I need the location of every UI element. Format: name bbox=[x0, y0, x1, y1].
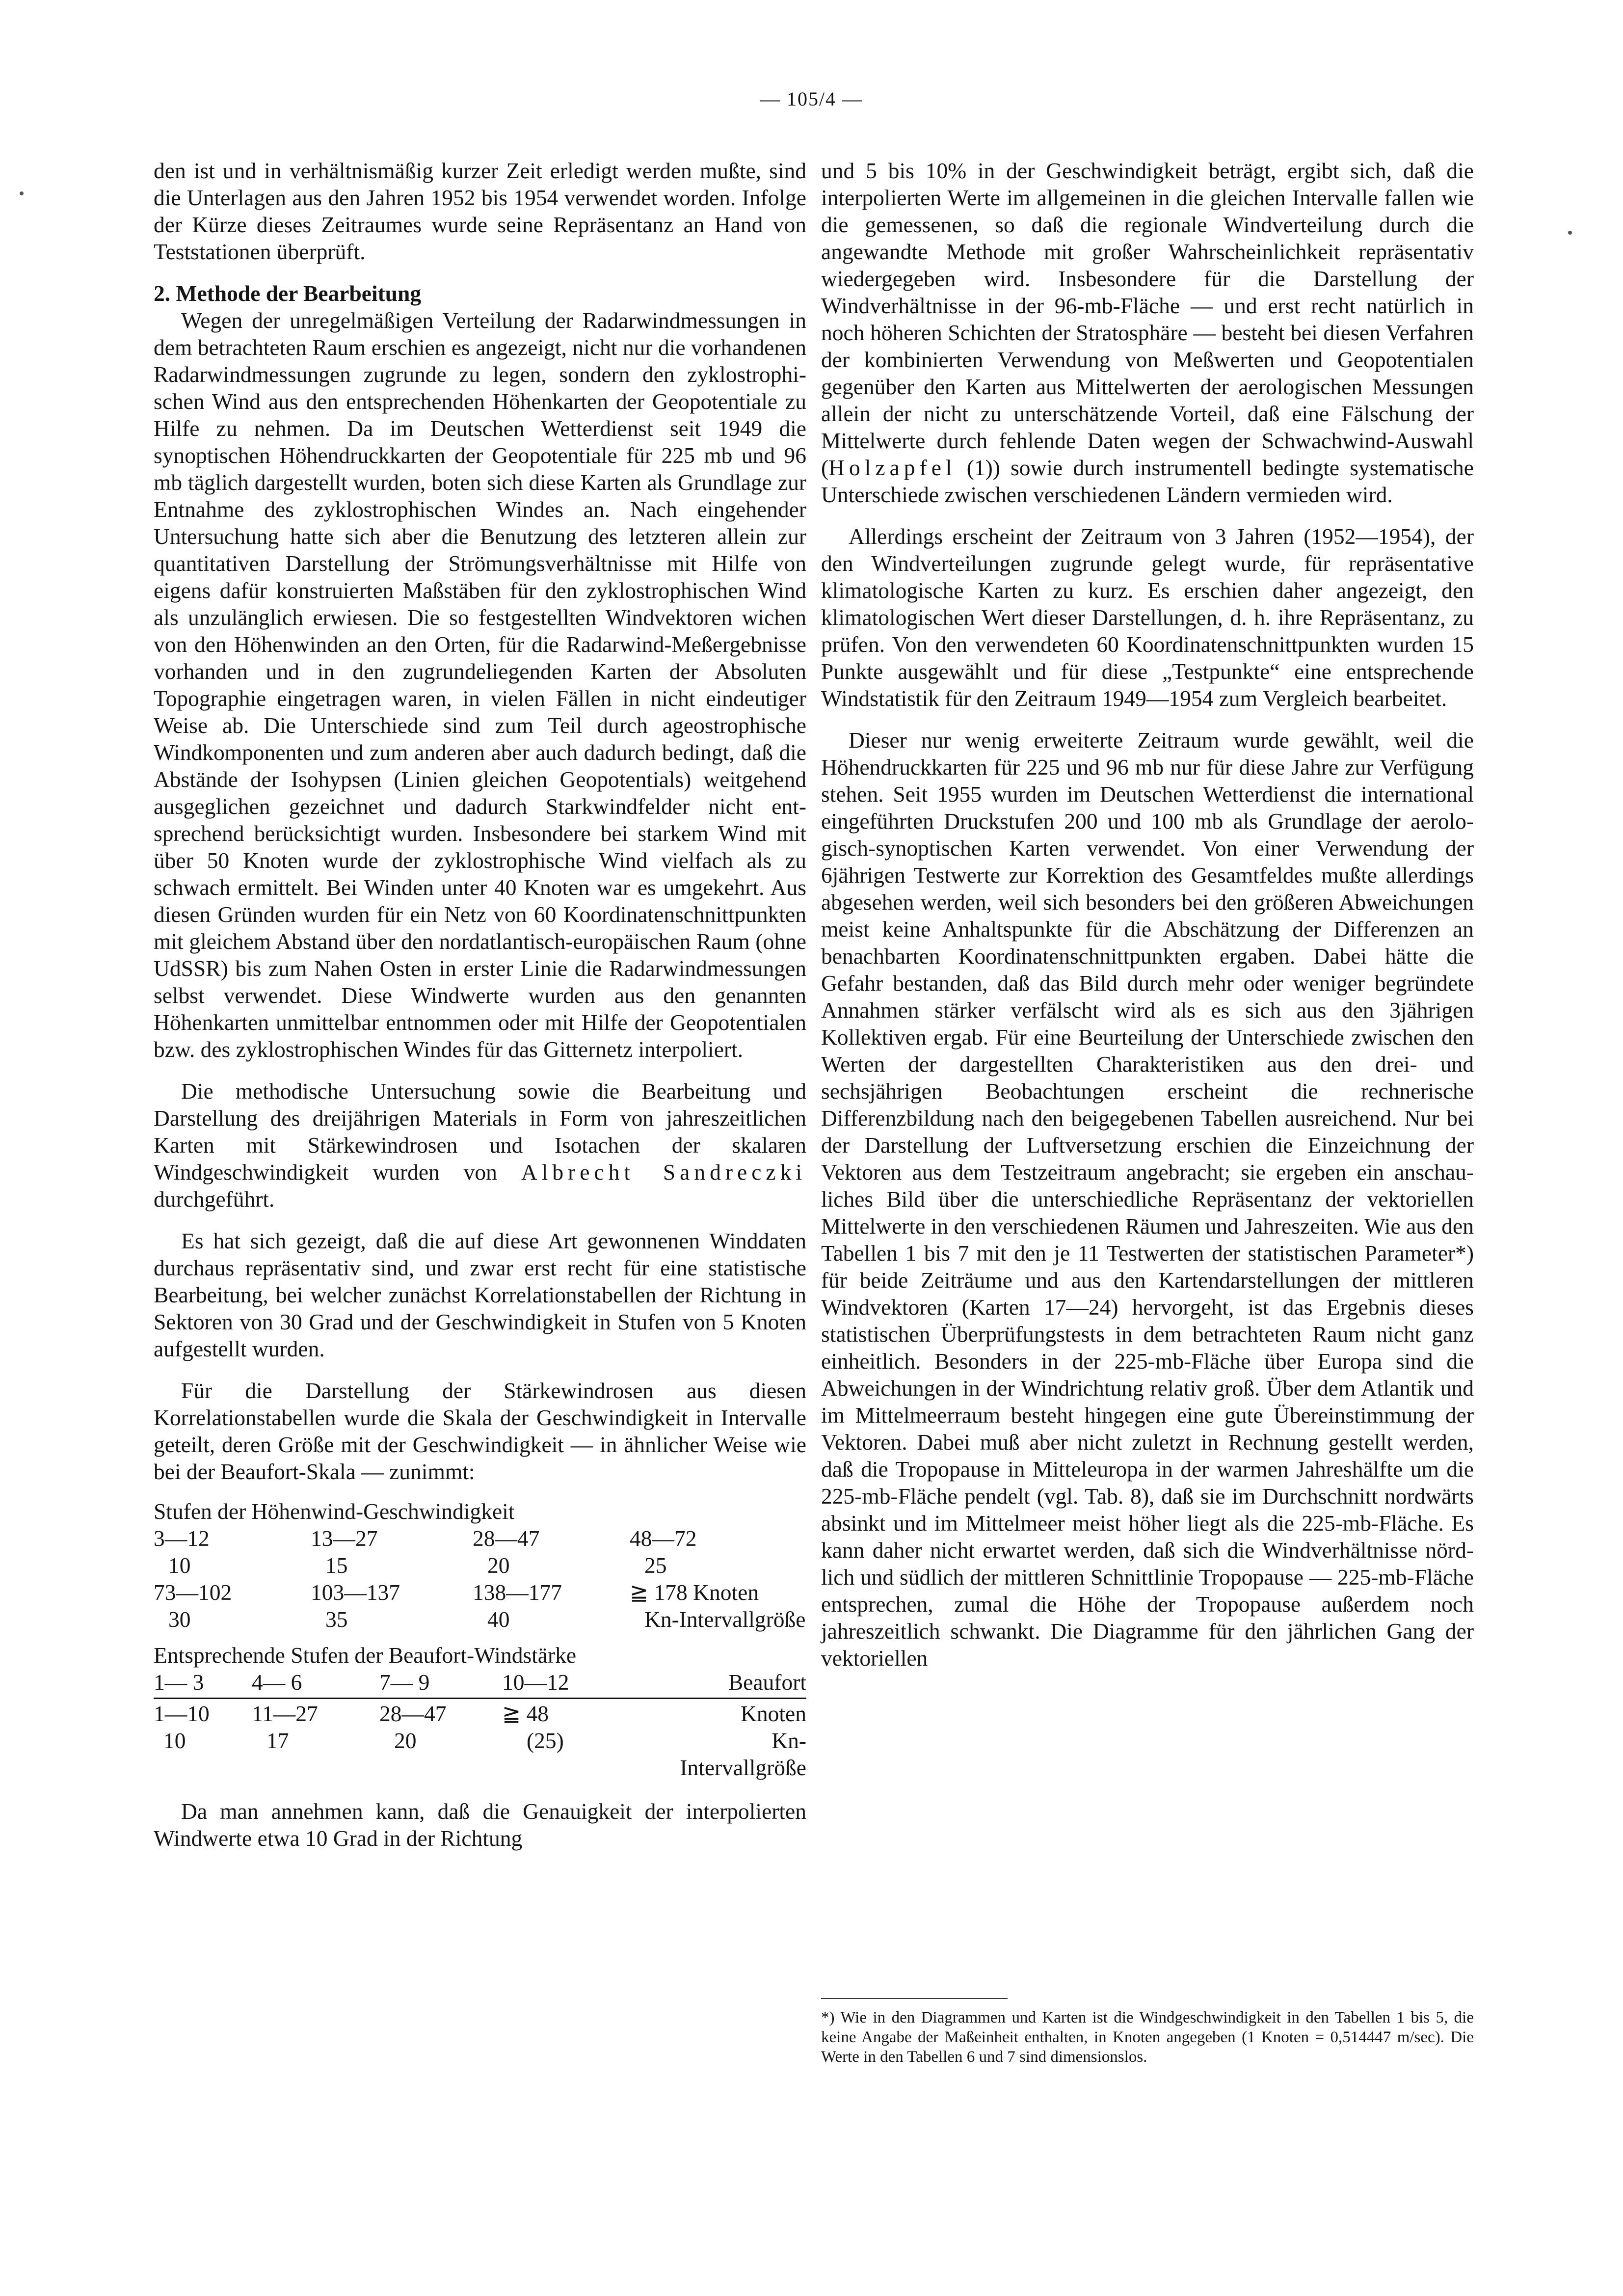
table-cell: 1— 3 bbox=[154, 1670, 204, 1695]
paragraph: Dieser nur wenig erweiterte Zeitraum wurde gewählt, weil die Höhendruckkarten für 225 und 96 mb nur für diese Jahre zur Verfügung stehen. Seit 1955 wurden im Deutschen Wetterdienst die international eingeführten Druckstufen 200 und 100 mb als Grundlage der aerologisch-synoptischen Karten verwendet. Von einer Verwendung der 6jährigen Testwerte zur Korrektion des Gesamtfeldes mußte allerdings abgesehen werden, weil sich besonders bei den größeren Abweichungen meist keine Anhaltspunkte für die Abschätzung der Differenzen an benachbarten Koordinatenschnittpunkten ergaben. Dabei hätte die Gefahr bestanden, daß das Bild durch mehr oder weniger begründete Annahmen stärker verfälscht wird als es sich aus den 3jährigen Kollektiven ergab. Für eine Beurteilung der Unterschiede zwischen den Werten der dargestellten Charakteristiken aus den drei- und sechsjährigen Beobachtungen erscheint die rechnerische Differenzbildung nach den beigegebenen Tabellen ausreichend. Nur bei der Darstellung der Luftversetzung erschien die Einzeichnung der Vektoren aus dem Testzeitraum angebracht; sie ergeben ein anschauliches Bild über die unterschiedliche Repräsentanz der vektoriellen Mittelwerte in den verschiedenen Räumen und Jahreszeiten. Wie aus den Tabellen 1 bis 7 mit den je 11 Testwerten der statistischen Parameter*) für beide Zeiträume und aus den Kartendarstellungen der mittleren Windvektoren (Karten 17—24) hervorgeht, ist das Ergebnis dieses statistischen Überprüfungstests in dem betrachteten Raum nicht ganz einheitlich. Besonders in der 225-mb-Fläche über Europa sind die Abweichungen in der Windrichtung relativ groß. Über dem Atlantik und im Mittelmeerraum besteht hingegen eine gute Übereinstimmung der Vektoren. Dabei muß aber nicht zuletzt in Rechnung gestellt werden, daß die Tropopause in Mitteleuropa in der warmen Jahreshälfte um die 225-mb-Fläche pendelt (vgl. Tab. 8), daß sie im Durchschnitt nordwärts absinkt und im Mittelmeer meist höher liegt als die 225-mb-Fläche. Es kann daher nicht erwartet werden, daß sich die Windverhältnisse nördlich und südlich der mittleren Schnittlinie Tropopause — 225-mb-Fläche entsprechen, zumal die Höhe der Tropopause außerdem noch jahreszeitlich schwankt. Die Diagramme für den jährlichen Gang der vektoriellen bbox=[821, 728, 1474, 1671]
table-cell: 15 bbox=[325, 1553, 348, 1578]
table-cell: 1—10 bbox=[154, 1701, 210, 1726]
table-cell: ≧ 178 Knoten bbox=[630, 1580, 759, 1605]
table-cell: 3—12 bbox=[154, 1526, 210, 1551]
table-row bbox=[154, 1579, 806, 1606]
table-cell: 10—12 bbox=[502, 1670, 569, 1695]
table-row bbox=[154, 1525, 806, 1552]
table-cell: Kn-Intervallgröße bbox=[680, 1728, 806, 1780]
paragraph: Es hat sich gezeigt, daß die auf diese Art gewonnenen Winddaten durchaus repräsentativ sind, und zwar erst recht für eine statistische Bearbeitung, bei welcher zunächst Korrelationstabellen der Richtung in Sektoren von 30 Grad und der Geschwindigkeit in Stufen von 5 Knoten aufgestellt wurden. bbox=[154, 1228, 806, 1361]
speed-scale-table bbox=[154, 1498, 806, 1633]
table-cell: 17 bbox=[266, 1728, 289, 1753]
table-rule bbox=[154, 1698, 806, 1699]
table-row bbox=[154, 1727, 806, 1781]
paragraph: Allerdings erscheint der Zeitraum von 3 Jahren (1952—1954), der den Windverteilungen zugrunde gelegt wurde, für repräsentative klimatologische Karten zu kurz. Es erschien daher angezeigt, den klimatologischen Wert dieser Darstellungen, d. h. ihre Repräsentanz, zu prüfen. Von den verwendeten 60 Koordinatenschnittpunkten wurden 15 Punkte ausgewählt und für diese „Testpunkte“ eine entsprechende Windstatistik für den Zeitraum 1949—1954 zum Vergleich bearbeitet. bbox=[821, 524, 1474, 711]
table-cell: ≧ 48 bbox=[502, 1701, 549, 1726]
table-cell: Beaufort bbox=[728, 1670, 806, 1695]
table-cell: 103—137 bbox=[311, 1580, 400, 1605]
scan-speck bbox=[1568, 231, 1572, 235]
page-number: — 105/4 — bbox=[760, 88, 863, 110]
table-cell: 40 bbox=[487, 1607, 510, 1632]
table-cell: 10 bbox=[163, 1728, 186, 1753]
author-name: Albrecht Sandreczki bbox=[521, 1160, 806, 1185]
table-row bbox=[154, 1669, 806, 1696]
paragraph: Wegen der unregelmäßigen Verteilung der Radarwindmessungen in dem betrachteten Raum erschien es angezeigt, nicht nur die vorhandenen Radarwindmessungen zugrunde zu legen, sondern den zyklostrophischen Wind aus den entsprechenden Höhenkarten der Geopotentiale zu Hilfe zu nehmen. Da im Deutschen Wetterdienst seit 1949 die synoptischen Höhendruckkarten der Geopotentiale für 225 mb und 96 mb täglich dargestellt wurden, boten sich diese Karten als Grundlage zur Entnahme des zyklostrophischen Windes an. Nach eingehender Untersuchung hatte sich aber die Benutzung des letzteren allein zur quantitativen Darstellung der Strömungsverhältnisse mit Hilfe von eigens dafür konstruierten Maßstäben für den zyklostrophischen Wind als unzulänglich erwiesen. Die so festgestellten Windvektoren wichen von den Höhenwinden an den Orten, für die Radarwind-Meßergebnisse vorhanden und in den zugrundeliegenden Karten der Absoluten Topographie eingetragen waren, in vielen Fällen in nicht eindeutiger Weise ab. Die Unterschiede sind zum Teil durch ageostrophische Windkomponenten und zum anderen aber auch dadurch bedingt, daß die Abstände der Isohypsen (Linien gleichen Geopotentials) weitgehend ausgeglichen gezeichnet und dadurch Starkwindfelder nicht entsprechend berücksichtigt wurden. Insbesondere bei starkem Wind mit über 50 Knoten wurde der zyklostrophische Wind vielfach als zu schwach ermittelt. Bei Winden unter 40 Knoten war es umgekehrt. Aus diesen Gründen wurden für ein Netz von 60 Koordinatenschnittpunkten mit gleichem Abstand über den nordatlantisch-europäischen Raum (ohne UdSSR) bis zum Nahen Osten in erster Linie die Radarwindmessungen selbst verwendet. Diese Windwerte wurden aus den genannten Höhenkarten unmittelbar entnommen oder mit Hilfe der Geopotentialen bzw. des zyklostrophischen Windes für das Gitternetz interpoliert. bbox=[154, 308, 806, 1062]
paragraph: Da man annehmen kann, daß die Genauigkeit der interpolierten Windwerte etwa 10 Grad in der Richtung bbox=[154, 1799, 806, 1851]
table-cell: 28—47 bbox=[473, 1526, 540, 1551]
paragraph bbox=[821, 157, 1474, 508]
right-column bbox=[821, 157, 1474, 1672]
table-cell: Knoten bbox=[741, 1701, 806, 1726]
table-title: Entsprechende Stufen der Beaufort-Windstärke bbox=[154, 1643, 577, 1668]
paragraph-text: Die methodische Untersuchung sowie die Bearbeitung und Darstellung des dreijährigen Materials in Form von jahreszeitlichen Karten mit Stärkewindrosen und Isotachen der skalaren Windgeschwindigkeit wurden von bbox=[154, 1079, 806, 1185]
table-cell: 30 bbox=[168, 1607, 191, 1632]
table-title: Stufen der Höhenwind-Geschwindigkeit bbox=[154, 1499, 515, 1524]
table-cell: 20 bbox=[487, 1553, 510, 1578]
table-cell: 25 bbox=[644, 1553, 667, 1578]
paragraph bbox=[154, 1078, 806, 1213]
paragraph-text: durchgeführt. bbox=[154, 1187, 275, 1212]
section-heading: 2. Methode der Bearbeitung bbox=[154, 281, 422, 306]
table-cell: 11—27 bbox=[252, 1701, 318, 1726]
table-cell: 10 bbox=[168, 1553, 191, 1578]
paragraph-text: und 5 bis 10% in der Geschwindigkeit beträgt, ergibt sich, daß die interpolierten Werte im allgemeinen in die gleichen Intervalle fallen wie die gemessenen, so daß die regionale Windverteilung durch die angewandte Methode mit großer Wahrscheinlichkeit repräsentativ wiedergegeben wird. Insbesondere für die Darstellung der Windverhältnisse in der 96-mb-Fläche — und erst recht natürlich in noch höheren Schichten der Stratosphäre — besteht bei diesen Verfahren der kombinierten Verwendung von Meßwerten und Geopotentialen gegenüber den Karten aus Mittelwerten der aerologischen Messungen allein der nicht zu unterschätzende Vorteil, daß eine Fälschung der Mittelwerte durch fehlende Daten wegen der Schwachwind-Auswahl ( bbox=[821, 158, 1474, 480]
table-cell: 35 bbox=[325, 1607, 348, 1632]
beaufort-scale-table bbox=[154, 1642, 806, 1781]
table-cell: 73—102 bbox=[154, 1580, 232, 1605]
table-row bbox=[154, 1552, 806, 1579]
scan-speck bbox=[20, 191, 24, 195]
table-cell: 138—177 bbox=[473, 1580, 562, 1605]
paragraph-text: (1)) sowie durch instrumentell bedingte systematische Unterschiede zwischen verschiedenen Ländern vermieden wird. bbox=[821, 455, 1474, 507]
footnote-rule bbox=[821, 1998, 1008, 1999]
table-cell: 48—72 bbox=[630, 1526, 697, 1551]
table-row bbox=[154, 1700, 806, 1727]
table-cell: 20 bbox=[394, 1728, 417, 1753]
author-name: Holzapfel bbox=[828, 455, 957, 480]
table-cell: 4— 6 bbox=[252, 1670, 302, 1695]
table-row bbox=[154, 1606, 806, 1633]
table-cell: (25) bbox=[527, 1728, 564, 1753]
left-column bbox=[154, 157, 806, 1852]
paragraph: Für die Darstellung der Stärkewindrosen aus diesen Korrelationstabellen wurde die Skala der Geschwindigkeit in Intervalle geteilt, deren Größe mit der Geschwindigkeit — in ähnlicher Weise wie bei der Beaufort-Skala — zunimmt: bbox=[154, 1378, 806, 1484]
table-cell: 13—27 bbox=[311, 1526, 378, 1551]
table-cell: Kn-Intervallgröße bbox=[644, 1607, 806, 1632]
table-cell: 28—47 bbox=[379, 1701, 447, 1726]
footnote: *) Wie in den Diagrammen und Karten ist die Windgeschwindigkeit in den Tabellen 1 bis 5, die keine Angabe der Maßeinheit enthalten, in Knoten angegeben (1 Knoten = 0,514447 m/sec). Die Werte in den Tabellen 6 und 7 sind dimensionslos. bbox=[821, 2009, 1474, 2066]
table-cell: 7— 9 bbox=[379, 1670, 430, 1695]
paragraph: den ist und in verhältnismäßig kurzer Zeit erledigt werden mußte, sind die Unterlagen aus den Jahren 1952 bis 1954 verwendet worden. Infolge der Kürze dieses Zeitraumes wurde seine Repräsentanz an Hand von Teststationen überprüft. bbox=[154, 158, 806, 264]
